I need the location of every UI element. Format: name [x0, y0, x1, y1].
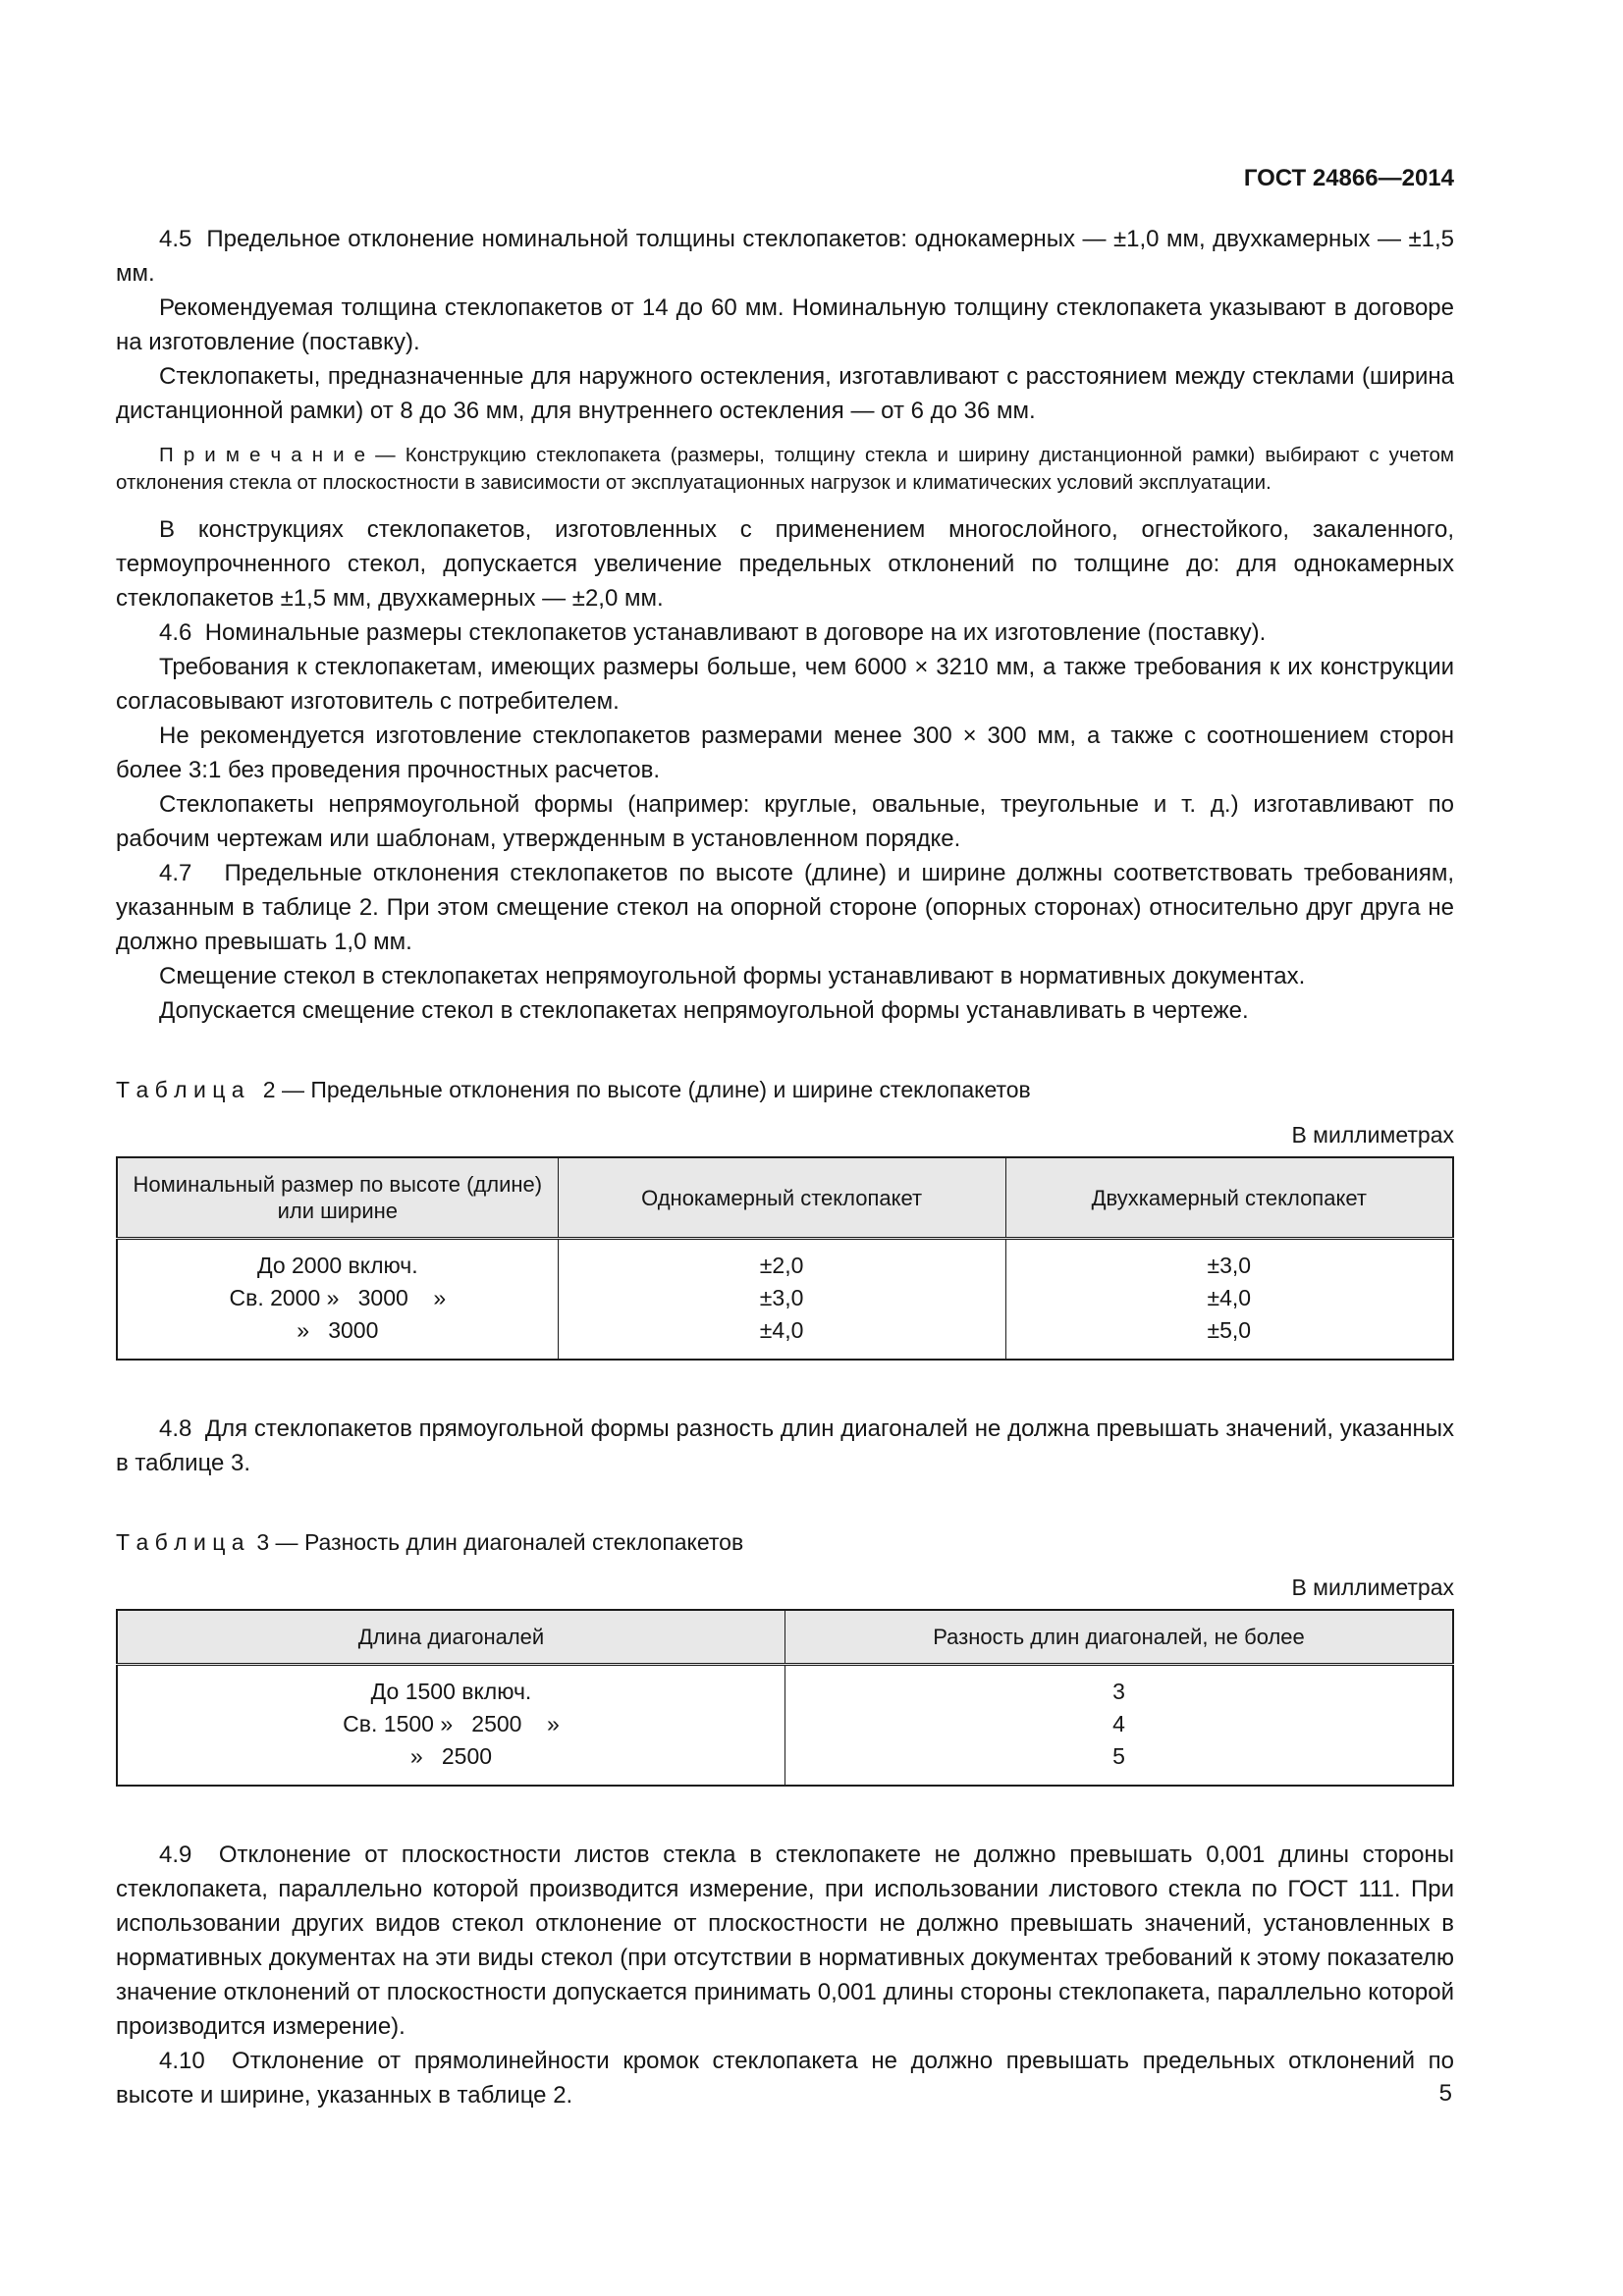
table-2-units-label: В миллиметрах	[1291, 1122, 1454, 1148]
table-2-caption: Т а б л и ц а 2 — Предельные отклонения по высоте (длине) и ширине стеклопакетов	[116, 1077, 1031, 1102]
clause-4-5-paragraph: 4.5 Предельное отклонение номинальной толщины стеклопакетов: однокамерных — ±1,0 мм, двухкамерных — ±1,5 мм.	[116, 226, 1454, 287]
glass-shift-drawing-paragraph: Допускается смещение стекол в стеклопакетах непрямоугольной формы устанавливать в чертеже.	[159, 997, 1249, 1024]
requirements-paragraph: Требования к стеклопакетам, имеющих размеры больше, чем 6000 × 3210 мм, а также требования к их конструкции согласовывают изготовитель с потребителем.	[116, 654, 1454, 715]
table-2-header-row	[117, 1157, 1453, 1239]
doc-header	[116, 165, 1454, 192]
table-cell: 3	[785, 1665, 1454, 1709]
table-cell: ±4,0	[1005, 1282, 1453, 1314]
table-cell: 5	[785, 1740, 1454, 1786]
table-3-header-diagonal-length: Длина диагоналей	[117, 1610, 785, 1665]
table-3-caption: Т а б л и ц а 3 — Разность длин диагоналей стеклопакетов	[116, 1529, 744, 1555]
page-number: 5	[1438, 2080, 1452, 2107]
outer-glazing-paragraph: Стеклопакеты, предназначенные для наружного остекления, изготавливают с расстоянием между стеклами (ширина дистанционной рамки) от 8 до 36 мм, для внутреннего остекления — от 6 до 36 мм.	[116, 363, 1454, 424]
table-row	[117, 1665, 1453, 1709]
table-cell: До 2000 включ.	[117, 1239, 558, 1283]
clause-4-8-paragraph: 4.8 Для стеклопакетов прямоугольной формы разность длин диагоналей не должна превышать значений, указанных в таблице 3.	[116, 1415, 1454, 1476]
table-row	[117, 1740, 1453, 1786]
note-paragraph: П р и м е ч а н и е — Конструкцию стеклопакета (размеры, толщину стекла и ширину дистанционной рамки) выбирают с учетом отклонения стекла от плоскостности в зависимости от эксплуатационных нагрузок и климатических условий эксплуатации.	[116, 444, 1454, 494]
clause-4-7-paragraph: 4.7 Предельные отклонения стеклопакетов по высоте (длине) и ширине должны соответствовать требованиям, указанным в таблице 2. При этом смещение стекол на опорной стороне (опорных сторонах) относительно друг друга не должно превышать 1,0 мм.	[116, 860, 1454, 955]
table-row	[117, 1282, 1453, 1314]
table-cell: Св. 1500 » 2500 »	[117, 1708, 785, 1740]
table-cell: ±3,0	[1005, 1239, 1453, 1283]
not-recommended-paragraph: Не рекомендуется изготовление стеклопакетов размерами менее 300 × 300 мм, а также с соотношением сторон более 3:1 без проведения прочностных расчетов.	[116, 722, 1454, 783]
clause-4-9-paragraph: 4.9 Отклонение от плоскостности листов стекла в стеклопакете не должно превышать 0,001 длины стороны стеклопакета, параллельно которой производится измерение, при использовании листового стекла по ГОСТ 111. При использовании других видов стекол отклонение от плоскостности не должно превышать значений, установленных в нормативных документах на эти виды стекол (при отсутствии в нормативных документах требований к этому показателю значение отклонений от плоскостности допускается принимать 0,001 длины стороны стеклопакета, параллельно которой производится измерение).	[116, 1842, 1454, 2040]
table-cell: ±2,0	[558, 1239, 1005, 1283]
table-cell: До 1500 включ.	[117, 1665, 785, 1709]
table-cell: ±5,0	[1005, 1314, 1453, 1360]
table-3-units-label: В миллиметрах	[1291, 1575, 1454, 1600]
table-3-header-row	[117, 1610, 1453, 1665]
table-cell: » 2500	[117, 1740, 785, 1786]
doc-number: ГОСТ 24866—2014	[1243, 165, 1454, 191]
glass-shift-docs-paragraph: Смещение стекол в стеклопакетах непрямоугольной формы устанавливают в нормативных документах.	[159, 963, 1306, 989]
table-3-header-diagonal-difference: Разность длин диагоналей, не более	[785, 1610, 1454, 1665]
table-cell: ±4,0	[558, 1314, 1005, 1360]
table-cell: ±3,0	[558, 1282, 1005, 1314]
constructions-paragraph: В конструкциях стеклопакетов, изготовленных с применением многослойного, огнестойкого, закаленного, термоупрочненного стекол, допускается увеличение предельных отклонений по толщине до: для однокамерных стеклопакетов ±1,5 мм, двухкамерных — ±2,0 мм.	[116, 516, 1454, 612]
nonrectangular-paragraph: Стеклопакеты непрямоугольной формы (например: круглые, овальные, треугольные и т. д.) изготавливают по рабочим чертежам или шаблонам, утвержденным в установленном порядке.	[116, 791, 1454, 852]
table-cell: » 3000	[117, 1314, 558, 1360]
table-row	[117, 1314, 1453, 1360]
table-2-header-single-chamber: Однокамерный стеклопакет	[558, 1157, 1005, 1239]
table-cell: 4	[785, 1708, 1454, 1740]
clause-4-6-paragraph: 4.6 Номинальные размеры стеклопакетов устанавливают в договоре на их изготовление (поставку).	[159, 619, 1267, 646]
table-2	[116, 1156, 1454, 1361]
recommended-thickness-paragraph: Рекомендуемая толщина стеклопакетов от 14 до 60 мм. Номинальную толщину стеклопакета указывают в договоре на изготовление (поставку).	[116, 294, 1454, 355]
table-row	[117, 1239, 1453, 1283]
table-row	[117, 1708, 1453, 1740]
table-2-header-size: Номинальный размер по высоте (длине) или ширине	[117, 1157, 558, 1239]
table-cell: Св. 2000 » 3000 »	[117, 1282, 558, 1314]
clause-4-10-paragraph: 4.10 Отклонение от прямолинейности кромок стеклопакета не должно превышать предельных отклонений по высоте и ширине, указанных в таблице 2.	[116, 2048, 1454, 2109]
table-2-header-double-chamber: Двухкамерный стеклопакет	[1005, 1157, 1453, 1239]
table-3	[116, 1609, 1454, 1787]
